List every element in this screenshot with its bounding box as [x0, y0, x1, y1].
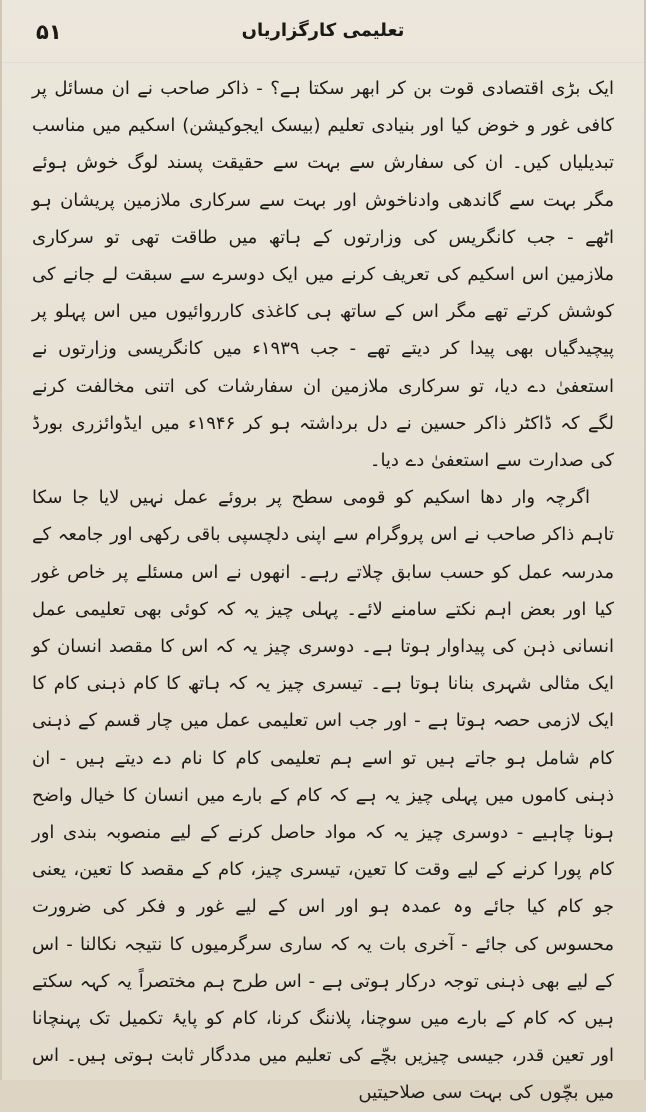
body-text	[32, 70, 615, 1104]
paragraph-1: ایک بڑی اقتصادی قوت بن کر ابھر سکتا ہے؟ - ذاکر صاحب نے ان مسائل پر کافی غور و خوض کیا اور بنیادی تعلیم (بیسک ایجوکیشن) اسکیم میں مناسب تبدیلیاں کیں۔ ان کی سفارش سے بہت سے حقیقت پسند لوگ خوش ہوئے مگر بہت سے گاندھی وادناخوش اور بہت سے سرکاری ملازمین پریشان ہو اٹھے - جب کانگریس کی وزارتوں کے ہاتھ میں طاقت تھی تو سرکاری ملازمین اس اسکیم کی تعریف کرنے میں ایک دوسرے سے سبقت لے جانے کی کوشش کرتے تھے مگر اس کے ساتھ ہی کاغذی کارروائیوں میں اس پہلو پر پیچیدگیاں بھی پیدا کر دیتے تھے - جب ۱۹۳۹ء میں کانگریسی وزارتوں نے استعفیٰ دے دیا، تو سرکاری ملازمین ان سفارشات کی اتنی مخالفت کرنے لگے کہ ڈاکٹر ذاکر حسین نے دل برداشتہ ہو کر ۱۹۴۶ء میں ایڈوائزری بورڈ کی صدارت سے استعفیٰ دے دیا۔	[32, 78, 615, 472]
page-crease	[2, 62, 644, 63]
running-title: تعلیمی کارگزاریاں	[241, 20, 405, 41]
paragraph-2: اگرچہ وار دھا اسکیم کو قومی سطح پر بروئے عمل نہیں لایا جا سکا تاہم ذاکر صاحب نے اس پروگرام سے اپنی دلچسپی باقی رکھی اور جامعہ کے مدرسہ عمل کو حسب سابق چلاتے رہے۔ انھوں نے اس مسئلے پر خاص غور کیا اور بعض اہم نکتے سامنے لائے۔ پہلی چیز یہ کہ کوئی بھی تعلیمی عمل انسانی ذہن کی پیداوار ہوتا ہے۔ دوسری چیز یہ کہ اس کا مقصد انسان کو ایک مثالی شہری بنانا ہوتا ہے۔ تیسری چیز یہ کہ ہاتھ کا کام ذہنی کام کا ایک لازمی حصہ ہوتا ہے - اور جب اس تعلیمی عمل میں چار قسم کے ذہنی کام شامل ہو جاتے ہیں تو اسے ہم تعلیمی کام کا نام دے دیتے ہیں - ان ذہنی کاموں میں پہلی چیز یہ ہے کہ کام کے بارے میں انسان کا خیال واضح ہونا چاہیے - دوسری چیز یہ کہ مواد حاصل کرنے کے لیے منصوبہ بندی اور کام پورا کرنے کے لیے وقت کا تعین، تیسری چیز، کام کے مقصد کا تعین، یعنی جو کام کیا جائے وہ عمدہ ہو اور اس کے لیے غور و فکر کی ضرورت محسوس کی جائے - آخری بات یہ کہ ساری سرگرمیوں کا نتیجہ نکالنا - اس کے لیے بھی ذہنی توجہ درکار ہوتی ہے - اس طرح ہم مختصراً یہ کہہ سکتے ہیں کہ کام کے بارے میں سوچنا، پلاننگ کرنا، کام کو پایۂ تکمیل تک پہنچانا اور تعین قدر، جیسی چیزیں بچّے کی تعلیم میں مددگار ثابت ہوتی ہیں۔ اس میں بچّوں کی بہت سی صلاحیتیں	[32, 487, 614, 1104]
page-header	[36, 20, 610, 50]
page-number: ۵۱	[36, 20, 62, 44]
